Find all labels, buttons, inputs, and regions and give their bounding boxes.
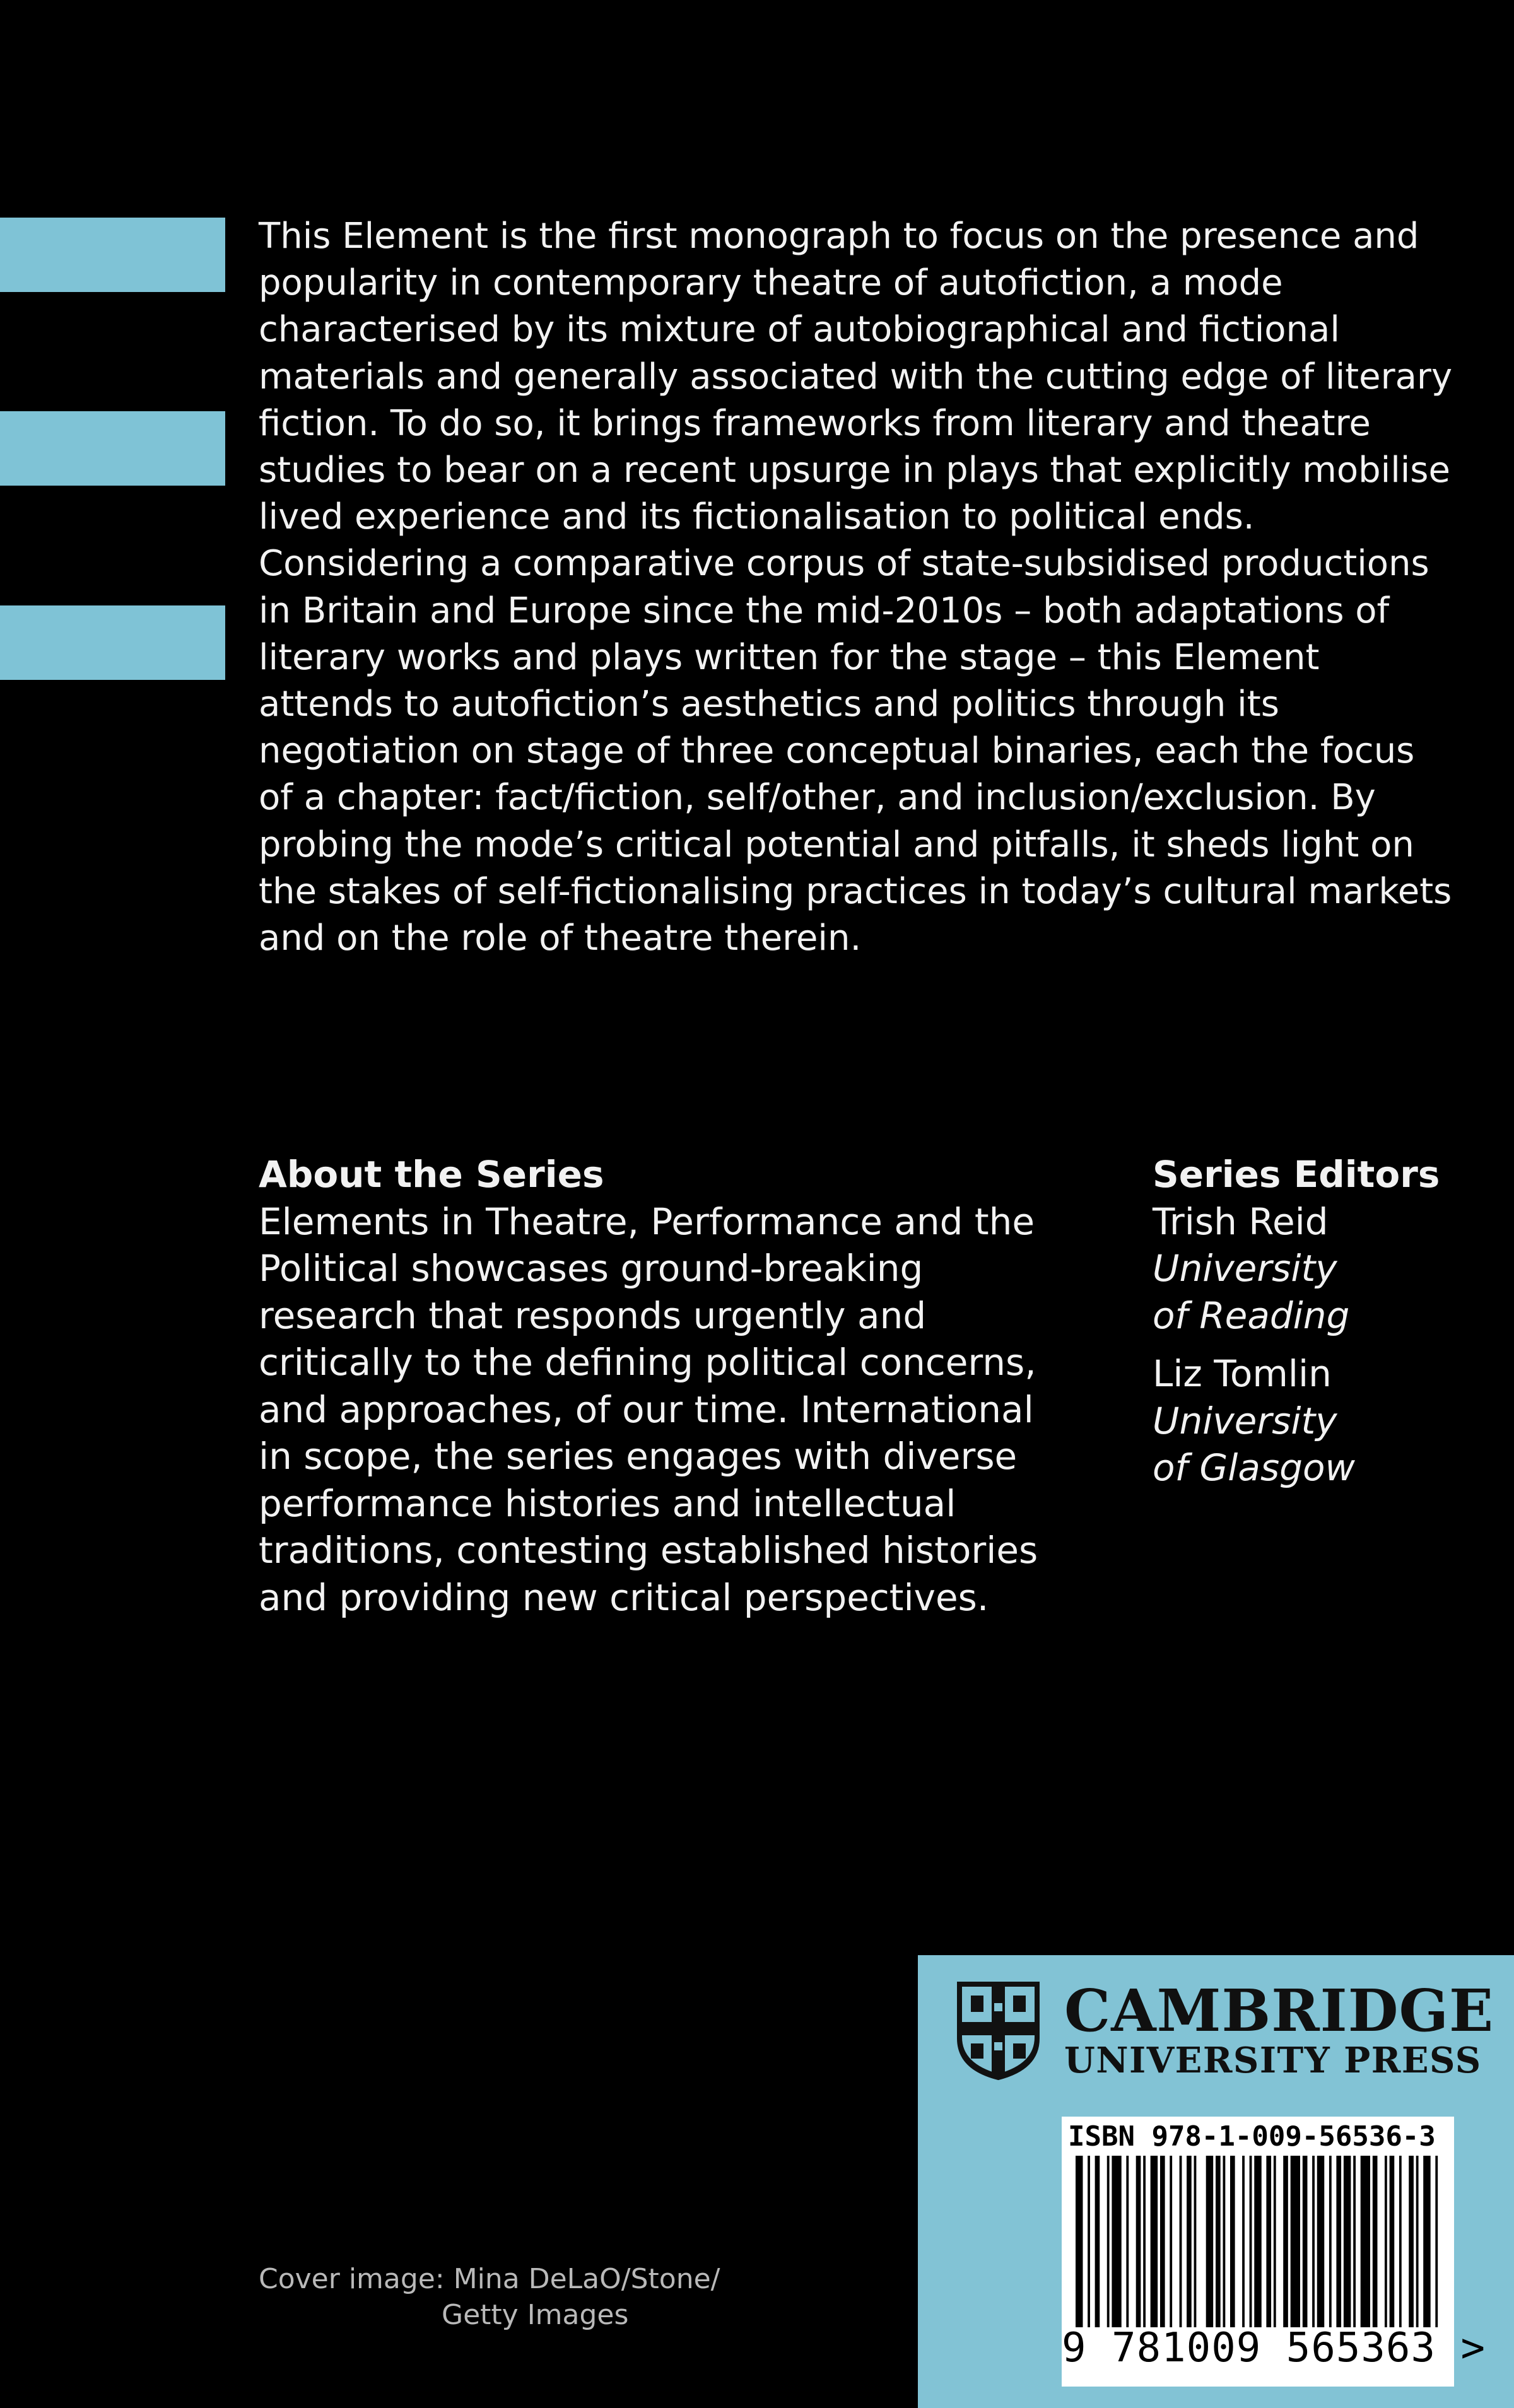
editor-affiliation: of Reading — [1153, 1294, 1350, 1337]
editor-affiliation: University — [1153, 1247, 1337, 1290]
cover-credit-line1: Cover image: Mina DeLaO/Stone/ — [259, 2263, 720, 2295]
publisher-panel — [918, 1955, 1514, 2408]
cover-credit-line2: Getty Images — [442, 2299, 629, 2331]
cambridge-shield-icon — [956, 1980, 1041, 2081]
accent-bar-top — [0, 218, 225, 292]
editors-heading: Series Editors — [1153, 1153, 1440, 1196]
about-heading: About the Series — [259, 1153, 604, 1196]
barcode-digits: 9 781009 565363 > — [1062, 2325, 1486, 2371]
isbn-label: ISBN 978-1-009-56536-3 — [1068, 2120, 1436, 2153]
publisher-subtitle: UNIVERSITY PRESS — [1064, 2040, 1482, 2081]
publisher-name: CAMBRIDGE — [1064, 1977, 1494, 2045]
barcode-bars — [1076, 2156, 1440, 2327]
editor-affiliation: of Glasgow — [1153, 1446, 1355, 1489]
book-blurb: This Element is the first monograph to focus on the presence and popularity in contemporary theatre of autofiction, a mode characterised by its mixture of autobiographical and fictional materials and generally associated with the cutting edge of literary fiction. To do so, it brings frameworks from literary and theatre studies to bear on a recent upsurge in plays that explicitly mobilise lived experience and its fictionalisation to political ends. Considering a comparative corpus of state-subsidised productions in Britain and Europe since the mid-2010s – both adaptations of literary works and plays written for the stage – this Element attends to autofiction’s aesthetics and politics through its negotiation on stage of three conceptual binaries, each the focus of a chapter: fact/fiction, self/other, and inclusion/exclusion. By probing the mode’s critical potential and pitfalls, it sheds light on the stakes of self-fictionalising practices in today’s cultural markets and on the role of theatre therein. — [259, 216, 1453, 959]
series-editors — [1153, 1151, 1481, 1503]
editor-entry — [1153, 1198, 1481, 1340]
about-the-series — [259, 1151, 1041, 1621]
isbn-barcode — [1062, 2117, 1486, 2387]
editor-name: Liz Tomlin — [1153, 1352, 1332, 1395]
editor-entry — [1153, 1350, 1481, 1492]
cover-credit — [259, 2261, 826, 2333]
accent-bar-bottom — [0, 605, 225, 680]
editor-name: Trish Reid — [1153, 1200, 1329, 1243]
accent-bar-middle — [0, 411, 225, 486]
editor-affiliation: University — [1153, 1399, 1337, 1442]
about-text: Elements in Theatre, Performance and the Political showcases ground-breaking research that responds urgently and critically to the defining political concerns, and approaches, of our time. International in scope, the series engages with diverse performance histories and intellectual traditions, contesting established histories and providing new critical perspectives. — [259, 1200, 1038, 1619]
